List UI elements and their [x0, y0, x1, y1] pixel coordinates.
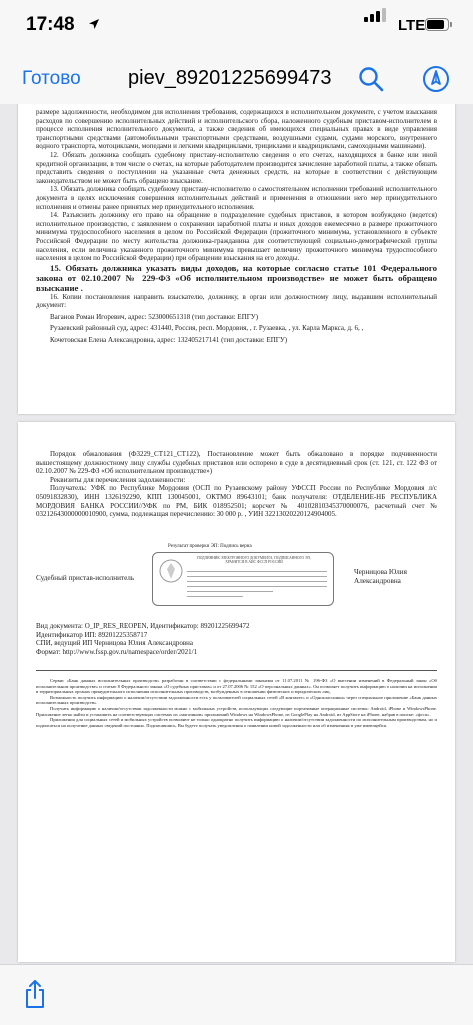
done-button[interactable]: Готово — [22, 68, 81, 89]
footnote-paragraph: Возможность получить информацию о наличии/отсутствии задолженности есть у пользователей социальных сетей «В контакте» и «Одноклассники» через специальное приложение «Банк данных исполнительных производств». — [36, 694, 437, 706]
search-icon[interactable] — [356, 64, 386, 94]
requisites-title: Реквизиты для перечисления задолженности: — [50, 475, 186, 484]
footnote-paragraph: Сервис «Банк данных исполнительных производств» разработан в соответствии с федеральными законами от 11.07.2011 № 196-ФЗ «О внесении изменений в Федеральный закон «Об исполнительном производстве» и статью 8 Федерального закона «О судебных приставах» и от 27.07.2006 № 152 «О персональных данных». Он позволяет получить информацию о наличии на исполнении в территориальных органах принудительного исполнения исполнительных производств, возбужденных в отношении физических и юридических лиц. — [36, 678, 437, 695]
status-time: 17:48 — [26, 14, 75, 35]
signature-check-result: Результат проверки ЭП: Подпись верна — [168, 544, 252, 549]
appeal-paragraph: Порядок обжалования (Ф3229_СТ121_СТ122), Постановление может быть обжаловано в порядке подчиненности вышестоящему должностному лицу службы судебных приставов или оспорено в суде в десятидневный срок (ст. 121, ст. 122 ФЗ от 02.10.2007 № 229-ФЗ «Об исполнительном производстве») — [36, 450, 437, 476]
stamp-header: ПОДЛИННИК ЭЛЕКТРОННОГО ДОКУМЕНТА, ПОДПИСАННОГО ЭП, ХРАНИТСЯ В АИС ФССП РОССИИ — [197, 556, 311, 565]
share-icon[interactable] — [24, 979, 46, 1009]
signature-stamp — [152, 552, 334, 606]
paragraph-15: 15. Обязать должника указать виды доходов, на которые согласно статье 101 Федерального закона от 02.10.2007 № 229-ФЗ «Об исполнительном производстве» не может быть обращено взыскание . — [36, 262, 437, 293]
signer-name: Черницова Юлия Александровна — [354, 568, 407, 585]
markup-pen-icon[interactable] — [421, 64, 451, 94]
file-title: piev_89201225699473 — [128, 67, 332, 89]
paragraph-12: 12. Обязать должника сообщать судебному приставу-исполнителю сведения о его счетах, находящихся в банке или иной кредитной организации, в том числе о счетах, на которые работодателем производится зачисление заработной платы, а также обязать представить сведения о поступлении на указанные счета денежных средств, на которые в соответствии с действующим законодательством не может быть обращено взыскание. — [36, 150, 437, 185]
ip-identifier-line: Идентификатор ИП: 89201225358717 — [36, 630, 148, 639]
footnote-paragraph: Приложения для социальных сетей и мобильных устройств позволяют не только однократно получить информацию о наличии/отсутствии задолженности по исполнительным производствам, но и подписаться на получение данных сведений постоянно. Подписавшись, Вы будете получать уведомления о появлении новой задолженности или об изменениях в уже имеющейся. — [36, 717, 437, 728]
network-type: LTE — [398, 17, 426, 34]
status-bar — [0, 0, 473, 58]
format-line: Формат: http://www.fssp.gov.ru/namespace/order/2021/1 — [36, 647, 198, 656]
nav-bar — [0, 58, 473, 105]
recipient-line: Кочетовская Елена Александровна, адрес: 132405217141 (тип доставки: ЕПГУ) — [50, 336, 288, 345]
footnote-divider — [36, 670, 437, 671]
spi-line: СПИ, ведущий ИП Черницова Юлия Александровна — [36, 639, 194, 648]
paragraph-13: 13. Обязать должника сообщать судебному приставу-исполнителю о самостоятельном исполнении требований исполнительного документа в целях исключения совершения исполнительных действий и применения в отношении него мер принудительного исполнения и отмены ранее принятых мер принудительного исполнения. — [36, 185, 437, 211]
recipient-line: Рузаевский районный суд, адрес: 431440, Россия, респ. Мордовия, , г. Рузаевка, , ул. Карла Маркса, д. 6, , — [50, 324, 364, 333]
signer-role: Судебный пристав-исполнитель — [36, 574, 135, 582]
footnote-paragraph: Получить информацию о наличии/отсутствии задолженности можно с мобильных устройств, использующих следующие портативные операционные системы: Android, iPhone и WindowsPhone. Приложение легко найти и установить на соответствующих системах из «магазинов» приложений Windows на WindowsPhone, из GooglePlay на Android, из AppStore на iPhone, набрав в поиске: «фссп». — [36, 705, 437, 717]
paragraph-12-continued: размере задолженности, необходимом для исполнения требования, содержащихся в исполнительном документе, с учетом взыскания расходов по совершению исполнительных действий и исполнительского сбора, наложенного судебным приставом-исполнителем в процессе исполнения исполнительного документа, а также сведения об имеющихся специальных правах в виде управления транспортными средствами (автомобильными транспортными средствами, воздушными судами, судами морского, внутреннего водного транспорта, мотоциклами, мопедами и легкими квадрициклами, трициклами и квадрициклами, самоходными машинами). — [36, 108, 437, 151]
paragraph-14: 14. Разъяснить должнику его право на обращение в подразделение судебных приставов, в котором возбуждено (ведется) исполнительное производство, с заявлением о сохранении заработной платы и иных доходов ежемесячно в размере прожиточного минимума трудоспособного населения в целом по Российской Федерации (прожиточного минимума, установленного в субъекте Российской Федерации по месту жительства должника-гражданина для соответствующей социально-демографической группы населения, если величина указанного прожиточного минимума превышает величину прожиточного минимума трудоспособного населения в целом по Российской Федерации) при обращении взыскания на его доходы. — [36, 211, 437, 263]
battery-icon — [425, 18, 449, 31]
bottom-toolbar — [0, 964, 473, 1025]
document-page-2 — [18, 422, 455, 962]
requisites-paragraph: Получатель: УФК по Республике Мордовия (ОСП по Рузаевскому району УФССП России по Республике Мордовия л/с 05091832830), ИНН 1326192290, КПП 130045001, ОКТМО 89643101; банк получателя: ОТДЕЛЕНИЕ-НБ РЕСПУБЛИКА МОРДОВИЯ БАНКА РОССИИ//УФК по РМ, БИК 018952501; корсчет № 40102810345370000076, расчетный счет № 03212643000000010900, сумма, подлежащая перечислению: 30 000 р. , УИН 32213020220124904005. — [36, 484, 437, 519]
paragraph-16: 16. Копии постановления направить взыскателю, должнику, в орган или должностному лицу, выдавшим исполнительный документ: — [36, 292, 437, 310]
emblem-icon — [158, 558, 184, 584]
document-page-1 — [18, 104, 455, 414]
document-type-line: Вид документа: O_IP_RES_REOPEN, Идентификатор: 89201225699472 — [36, 622, 250, 630]
recipient-line: Ваганов Роман Игоревич, адрес: 523000651318 (тип доставки: ЕПГУ) — [50, 312, 259, 321]
location-arrow-icon — [88, 18, 100, 30]
document-viewer[interactable] — [0, 104, 473, 964]
